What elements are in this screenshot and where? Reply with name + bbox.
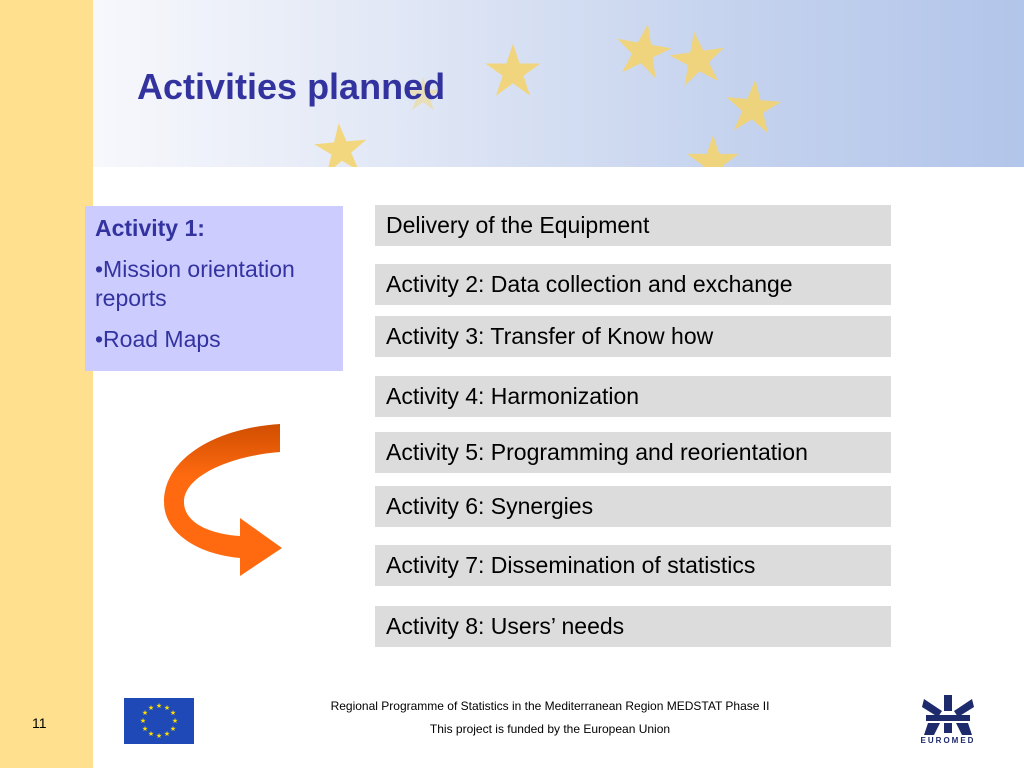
left-accent-strip [0,0,93,768]
svg-text:★: ★ [139,717,147,725]
euromed-logo-text: EUROMED [920,736,976,745]
activity-row: Activity 6: Synergies [375,486,891,527]
footer-programme-text: Regional Programme of Statistics in the Mediterranean Region MEDSTAT Phase II [330,699,770,713]
activity1-box [85,206,343,371]
page-number: 11 [32,715,47,731]
activity-row: Activity 2: Data collection and exchange [375,264,891,305]
svg-text:★: ★ [155,732,163,740]
svg-text:★: ★ [147,730,155,738]
svg-text:★: ★ [171,717,179,725]
svg-text:★: ★ [169,709,177,717]
svg-text:★: ★ [141,709,149,717]
activity-row: Activity 3: Transfer of Know how [375,316,891,357]
activity-row: Activity 8: Users’ needs [375,606,891,647]
activity-row: Activity 7: Dissemination of statistics [375,545,891,586]
svg-text:★: ★ [163,704,171,712]
activity1-bullet: •Road Maps [95,326,221,352]
activity-row: Delivery of the Equipment [375,205,891,246]
svg-text:★: ★ [155,702,163,710]
eu-flag-icon [124,698,194,744]
activity1-heading: Activity 1: [95,215,205,241]
activity-row: Activity 5: Programming and reorientation [375,432,891,473]
footer-funding-text: This project is funded by the European Union [429,722,671,736]
svg-text:★: ★ [147,704,155,712]
activity-row: Activity 4: Harmonization [375,376,891,417]
svg-text:★: ★ [163,730,171,738]
svg-text:★: ★ [141,725,149,733]
slide-title: Activities planned [137,66,446,107]
svg-text:★: ★ [169,725,177,733]
curved-arrow-icon [160,420,290,580]
activity1-bullet: •Mission orientation reports [95,256,295,311]
